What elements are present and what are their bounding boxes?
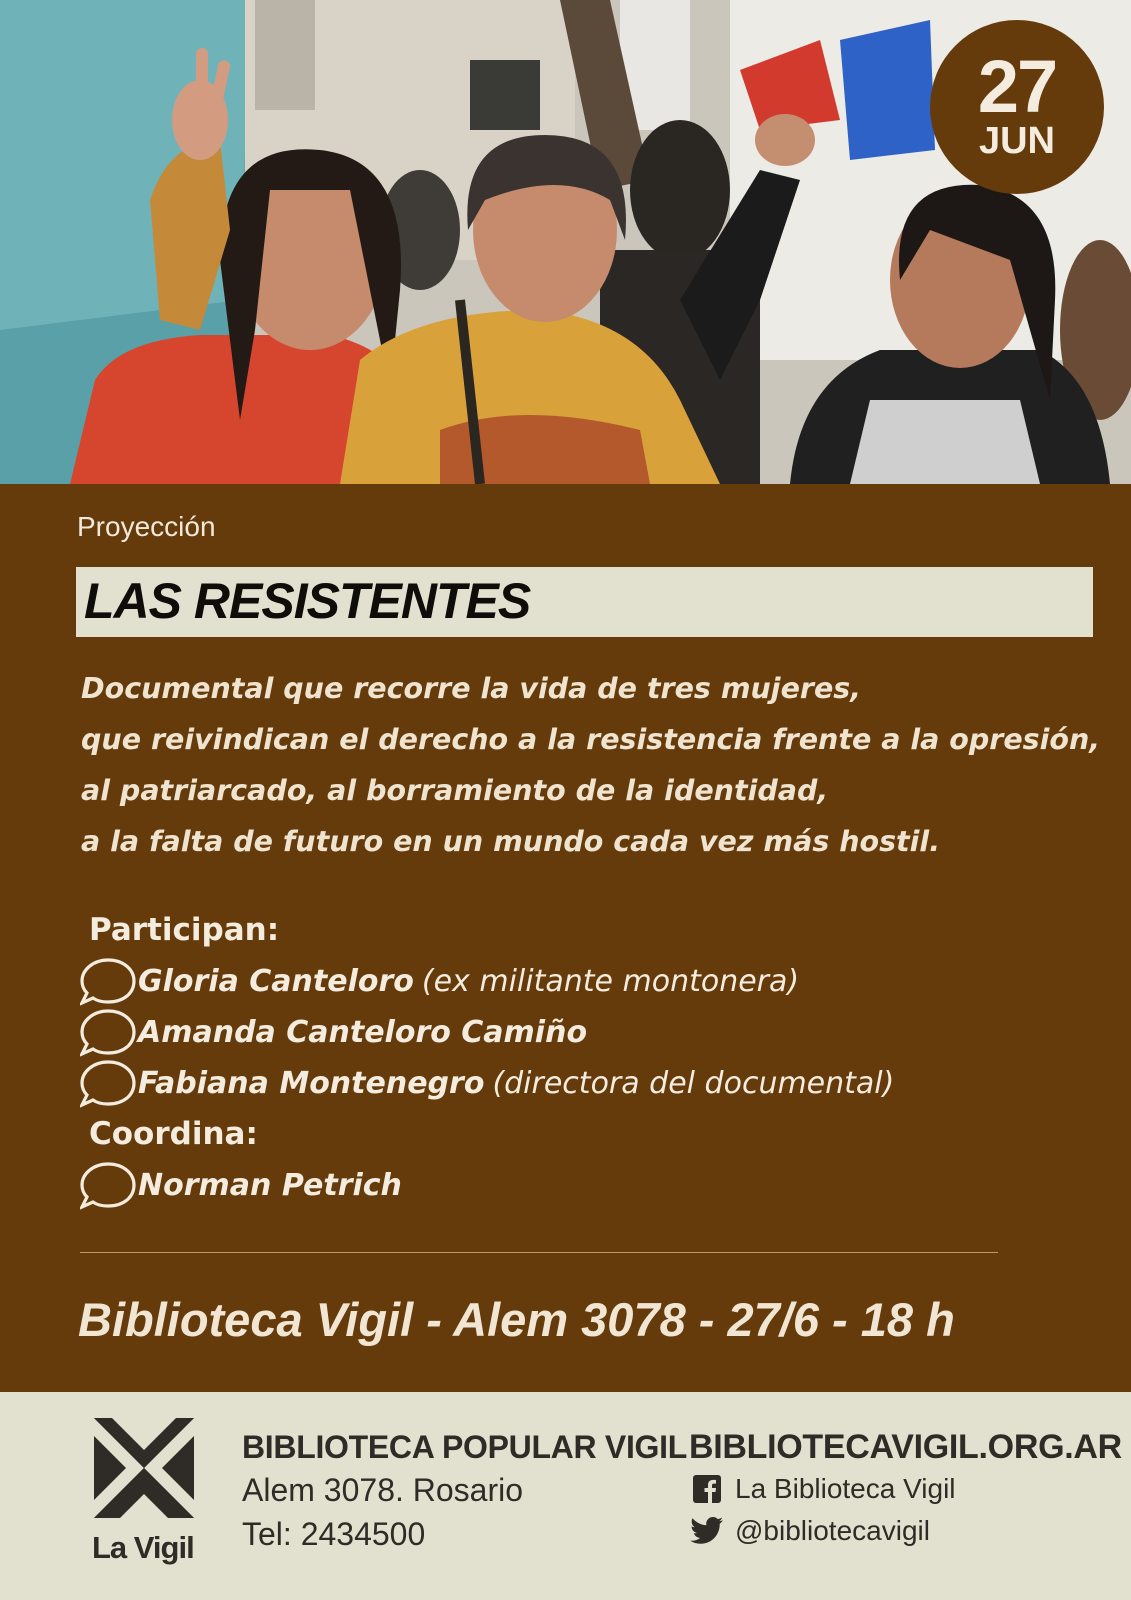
participant-item <box>80 956 1080 1007</box>
synopsis-line: al patriarcado, al borramiento de la identidad, <box>81 774 829 807</box>
synopsis-line: Documental que recorre la vida de tres mujeres, <box>81 672 862 705</box>
org-info <box>242 1426 687 1556</box>
date-badge <box>930 20 1104 194</box>
divider <box>80 1252 998 1253</box>
twitter-link[interactable] <box>689 1510 1122 1552</box>
participant-name: Fabiana Montenegro <box>138 1066 485 1101</box>
website-link[interactable]: BIBLIOTECAVIGIL.ORG.AR <box>689 1428 1122 1466</box>
title-bar <box>76 567 1093 637</box>
speech-bubble-icon <box>80 1007 138 1058</box>
speech-bubble-icon <box>80 1058 138 1109</box>
date-day: 27 <box>977 45 1057 128</box>
participant-item <box>80 1058 1080 1109</box>
synopsis-line: a la falta de futuro en un mundo cada vez más hostil. <box>81 825 941 858</box>
venue-line: Biblioteca Vigil - Alem 3078 - 27/6 - 18 h <box>78 1293 955 1346</box>
participants-section <box>80 905 1080 1211</box>
event-kicker: Proyección <box>77 511 216 542</box>
la-vigil-logo-mark <box>90 1418 202 1530</box>
facebook-link[interactable] <box>689 1468 1122 1510</box>
org-name: BIBLIOTECA POPULAR VIGIL <box>242 1429 687 1465</box>
twitter-label: @bibliotecavigil <box>735 1515 930 1546</box>
participant-name: Gloria Canteloro <box>138 964 414 999</box>
coordinator-heading: Coordina: <box>89 1116 258 1152</box>
footer <box>0 1392 1131 1600</box>
synopsis-line: que reivindican el derecho a la resistencia frente a la opresión, <box>81 723 1101 756</box>
org-address: Alem 3078. Rosario <box>242 1472 524 1508</box>
speech-bubble-icon <box>80 956 138 1007</box>
twitter-icon <box>689 1516 725 1546</box>
participant-name: Amanda Canteloro Camiño <box>138 1015 588 1050</box>
participant-role: (ex militante montonera) <box>421 964 800 999</box>
facebook-label: La Biblioteca Vigil <box>735 1473 956 1504</box>
facebook-icon <box>689 1474 725 1504</box>
participants-heading: Participan: <box>89 912 280 948</box>
synopsis <box>81 663 1121 867</box>
participant-role: (directora del documental) <box>492 1066 895 1101</box>
date-month: JUN <box>978 120 1056 162</box>
speech-bubble-icon <box>80 1160 138 1211</box>
participant-item <box>80 1007 1080 1058</box>
logo-caption: La Vigil <box>92 1530 194 1565</box>
event-title: LAS RESISTENTES <box>84 573 531 629</box>
coordinator-item <box>80 1160 1080 1211</box>
org-phone: Tel: 2434500 <box>242 1516 426 1552</box>
coordinator-name: Norman Petrich <box>138 1168 402 1203</box>
web-info <box>689 1426 1122 1552</box>
